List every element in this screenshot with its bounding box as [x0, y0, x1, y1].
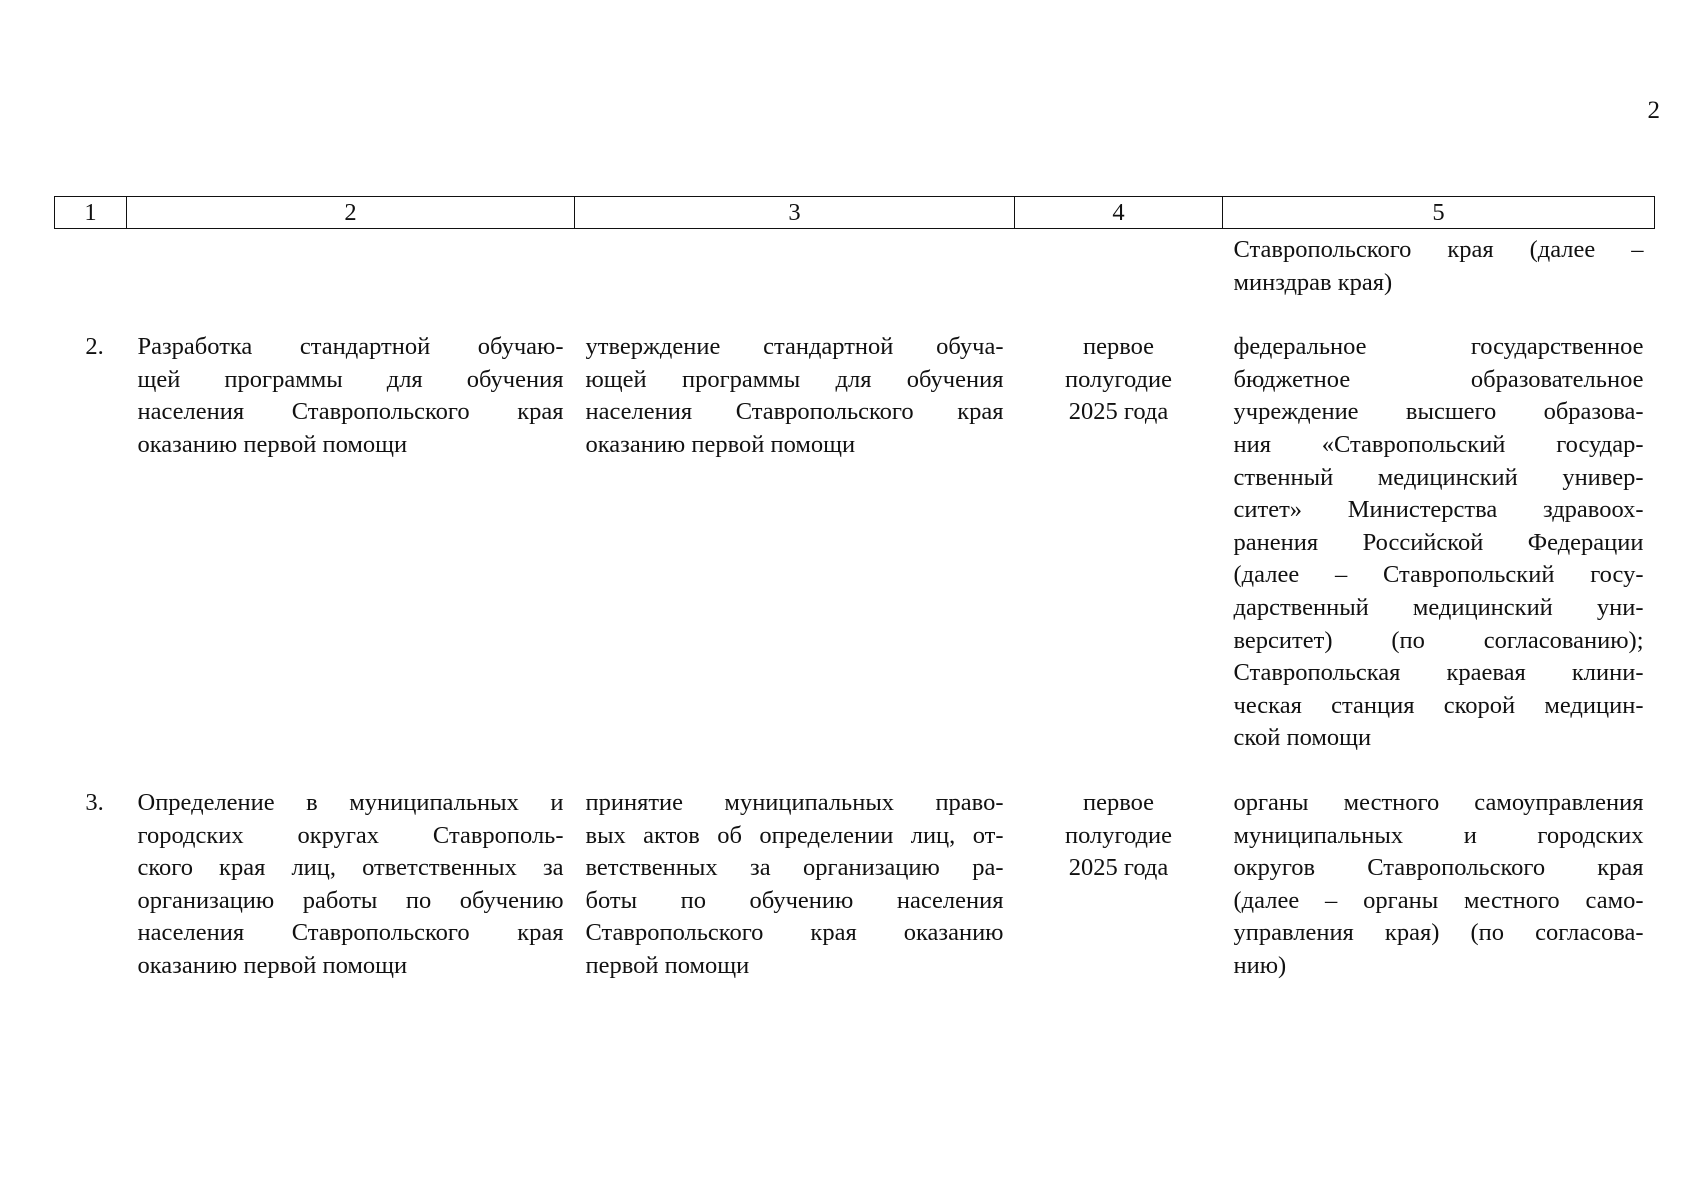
text-line: ческая станция скорой медицин- — [1233, 691, 1644, 719]
text-line: первое — [1082, 333, 1155, 361]
header-col-5: 5 — [1223, 197, 1655, 229]
text-line: ственный медицинский универ- — [1233, 463, 1644, 491]
header-col-3: 3 — [575, 197, 1015, 229]
table-row — [55, 787, 1655, 1015]
text-line: дарственный медицинский уни- — [1233, 593, 1644, 621]
text-line: (далее – Ставропольский госу- — [1233, 561, 1644, 589]
text-line: населения Ставропольского края — [585, 398, 1004, 426]
text-line: ситет» Министерства здравоох- — [1233, 496, 1644, 524]
text-line: органы местного самоуправления — [1233, 788, 1644, 816]
text-line: Ставропольского края оказанию — [585, 919, 1004, 947]
text-line: округов Ставропольского края — [1233, 854, 1644, 882]
text-line: населения Ставропольского края — [137, 398, 564, 426]
result-cell — [575, 787, 1015, 1015]
result-cell — [575, 331, 1015, 787]
table-row — [55, 331, 1655, 787]
row-number: 3. — [85, 788, 104, 816]
text-line: учреждение высшего образова- — [1233, 398, 1644, 426]
event-cell — [127, 787, 575, 1015]
header-col-2: 2 — [127, 197, 575, 229]
text-line: Определение в муниципальных и — [137, 788, 564, 816]
text-line: бюджетное образовательное — [1233, 365, 1644, 393]
text-line: нию) — [1233, 951, 1287, 979]
text-line: 2025 года — [1068, 398, 1169, 426]
text-line: первой помощи — [585, 951, 750, 979]
text-line: щей программы для обучения — [137, 365, 564, 393]
text-line: вых актов об определении лиц, от- — [585, 821, 1004, 849]
text-line: населения Ставропольского края — [137, 919, 564, 947]
text-line: принятие муниципальных право- — [585, 788, 1004, 816]
text-line: муниципальных и городских — [1233, 821, 1644, 849]
text-line: утверждение стандартной обуча- — [585, 333, 1004, 361]
text-line: Ставропольского края (далее – — [1233, 236, 1644, 263]
header-row — [55, 197, 1655, 229]
continuation-row — [55, 229, 1655, 332]
text-line: ской помощи — [1233, 724, 1372, 752]
header-col-1: 1 — [55, 197, 127, 229]
deadline-cell — [1015, 331, 1223, 787]
text-line: ского края лиц, ответственных за — [137, 854, 564, 882]
text-line: федеральное государственное — [1233, 333, 1644, 361]
text-line: городских округах Ставрополь- — [137, 821, 564, 849]
text-line: первое — [1082, 788, 1155, 816]
row-number: 2. — [85, 333, 104, 361]
continuation-responsible — [1223, 229, 1655, 332]
text-line: управления края) (по согласова- — [1233, 919, 1644, 947]
text-line: (далее – органы местного само- — [1233, 886, 1644, 914]
header-col-4: 4 — [1015, 197, 1223, 229]
deadline-cell — [1015, 787, 1223, 1015]
text-line: организацию работы по обучению — [137, 886, 564, 914]
text-line: верситет) (по согласованию); — [1233, 626, 1644, 654]
page-number: 2 — [1647, 97, 1660, 124]
plan-table — [54, 196, 1655, 1014]
responsible-cell — [1223, 331, 1655, 787]
text-line: оказанию первой помощи — [137, 430, 408, 458]
event-cell — [127, 331, 575, 787]
text-line: ранения Российской Федерации — [1233, 528, 1644, 556]
text-line: ния «Ставропольский государ- — [1233, 430, 1644, 458]
text-line: боты по обучению населения — [585, 886, 1004, 914]
responsible-cell — [1223, 787, 1655, 1015]
text-line: полугодие — [1065, 821, 1172, 849]
text-line: полугодие — [1065, 365, 1172, 393]
text-line: 2025 года — [1068, 854, 1169, 882]
text-line: оказанию первой помощи — [585, 430, 856, 458]
text-line: Ставропольская краевая клини- — [1233, 659, 1644, 687]
text-line: ветственных за организацию ра- — [585, 854, 1004, 882]
text-line: ющей программы для обучения — [585, 365, 1004, 393]
text-line: оказанию первой помощи — [137, 951, 408, 979]
text-line: минздрав края) — [1233, 268, 1393, 296]
text-line: Разработка стандартной обучаю- — [137, 333, 564, 361]
